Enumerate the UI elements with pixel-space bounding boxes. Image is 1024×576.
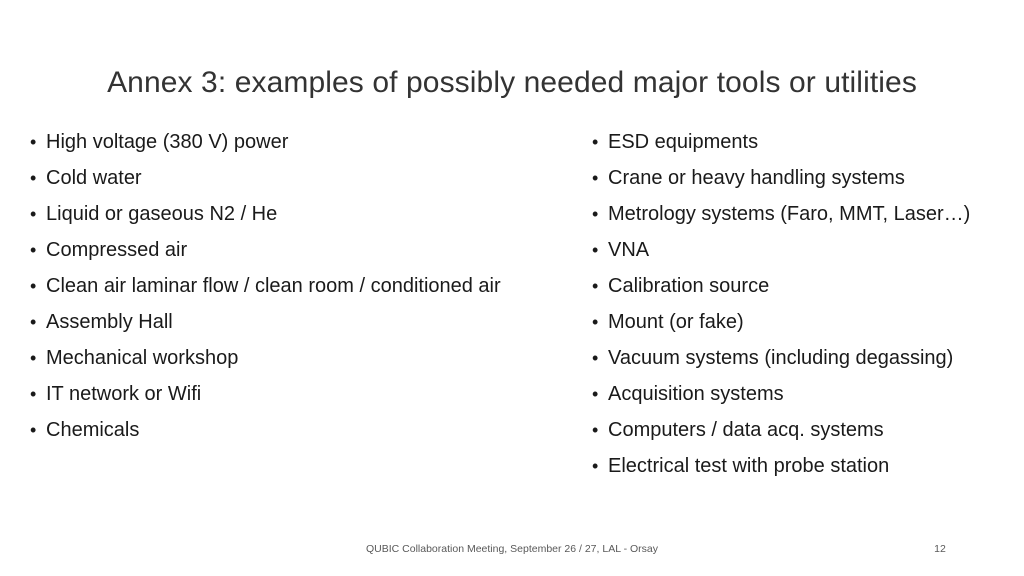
list-item [30, 344, 560, 380]
slide-footer: QUBIC Collaboration Meeting, September 26 / 27, LAL - Orsay [365, 543, 658, 555]
list-item [30, 380, 560, 416]
bullet-icon: • [30, 276, 37, 296]
bullet-icon: • [30, 348, 37, 368]
list-item-text: Computers / data acq. systems [608, 419, 884, 441]
bullet-icon: • [592, 204, 599, 224]
slide-title: Annex 3: examples of possibly needed major tools or utilities [107, 66, 917, 99]
list-item [30, 164, 560, 200]
list-item [30, 128, 560, 164]
bullet-icon: • [592, 420, 599, 440]
list-item-text: IT network or Wifi [46, 383, 202, 405]
page-number: 12 [934, 543, 946, 555]
list-item-text: Vacuum systems (including degassing) [608, 347, 954, 369]
list-item-text: VNA [608, 239, 650, 261]
bullet-icon: • [592, 240, 599, 260]
list-item-text: Mechanical workshop [46, 347, 239, 369]
list-item [592, 128, 1012, 164]
list-item [30, 272, 560, 308]
list-item-text: Metrology systems (Faro, MMT, Laser…) [608, 203, 971, 225]
bullet-icon: • [30, 312, 37, 332]
list-item [592, 344, 1012, 380]
list-item-text: Mount (or fake) [608, 311, 744, 333]
list-item [592, 452, 1012, 488]
list-item [592, 308, 1012, 344]
bullet-icon: • [30, 384, 37, 404]
list-item-text: Chemicals [46, 419, 140, 441]
list-item-text: Assembly Hall [46, 311, 173, 333]
bullet-icon: • [592, 276, 599, 296]
bullet-icon: • [592, 132, 599, 152]
list-item [30, 236, 560, 272]
list-item [592, 164, 1012, 200]
bullet-icon: • [592, 348, 599, 368]
bullet-icon: • [592, 312, 599, 332]
bullet-icon: • [592, 456, 599, 476]
bullet-icon: • [30, 420, 37, 440]
bullet-icon: • [30, 168, 37, 188]
list-item-text: Liquid or gaseous N2 / He [46, 203, 278, 225]
bullet-icon: • [30, 132, 37, 152]
list-item [30, 308, 560, 344]
list-item [30, 416, 560, 452]
list-item [592, 236, 1012, 272]
bullet-icon: • [30, 204, 37, 224]
left-bullet-list [30, 128, 560, 452]
list-item [592, 380, 1012, 416]
list-item-text: ESD equipments [608, 131, 759, 153]
list-item-text: Crane or heavy handling systems [608, 167, 905, 189]
list-item-text: Cold water [46, 167, 142, 189]
right-bullet-list [592, 128, 1012, 488]
list-item-text: Calibration source [608, 275, 770, 297]
list-item [592, 416, 1012, 452]
list-item [592, 200, 1012, 236]
bullet-icon: • [592, 384, 599, 404]
list-item-text: Compressed air [46, 239, 188, 261]
list-item [592, 272, 1012, 308]
bullet-icon: • [592, 168, 599, 188]
list-item-text: Acquisition systems [608, 383, 784, 405]
bullet-icon: • [30, 240, 37, 260]
list-item [30, 200, 560, 236]
list-item-text: Clean air laminar flow / clean room / conditioned air [46, 275, 501, 297]
list-item-text: High voltage (380 V) power [46, 131, 289, 153]
list-item-text: Electrical test with probe station [608, 455, 890, 477]
